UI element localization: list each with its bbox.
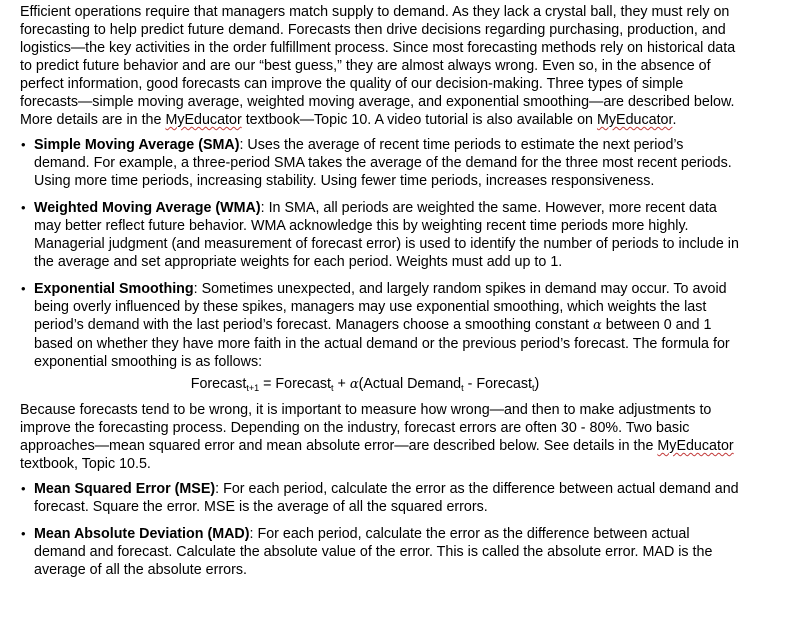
formula-actual-demand: (Actual Demand bbox=[358, 376, 462, 392]
myeducator-link-1[interactable]: MyEducator bbox=[165, 112, 242, 128]
myeducator-link-2[interactable]: MyEducator bbox=[596, 112, 673, 128]
mse-description: : For each period, calculate the error as the difference between actual demand and forecast. Square the error. MSE is the average of all the squared errors. bbox=[34, 481, 739, 515]
error-intro-paragraph bbox=[20, 401, 740, 473]
forecast-methods-list bbox=[20, 136, 740, 371]
sma-description: : Uses the average of recent time periods to estimate the next period’s demand. For example, a three-period SMA takes the average of the demand for the three most recent periods. Using more time periods, increasing stability. Using fewer time periods, increases responsiveness. bbox=[34, 137, 732, 189]
list-item-mad bbox=[20, 525, 740, 579]
intro-text-1: Efficient operations require that managers match supply to demand. As they lack a crystal ball, they must rely on forecasting to help predict future demand. Forecasts then drive decisions regarding purchasing, production, and logistics—the key activities in the order fulfillment process. Since most forecasting methods rely on historical data to predict future behavior and are our “best guess,” they are almost always wrong. Even so, in the absence of perfect information, good forecasts can improve the quality of our decision-making. Three types of simple forecasts—simple moving average, weighted moving average, and exponential smoothing—are described below. More details are in the bbox=[20, 4, 736, 128]
error-intro-text-2: textbook, Topic 10.5. bbox=[20, 456, 151, 472]
mse-term: Mean Squared Error (MSE) bbox=[34, 481, 216, 497]
formula-alpha: α bbox=[349, 377, 359, 392]
mad-term: Mean Absolute Deviation (MAD) bbox=[34, 526, 250, 542]
exp-smoothing-description-2: between 0 and 1 based on whether they have more faith in the actual demand or the previous period’s forecast. The formula for exponential smoothing is as follows: bbox=[34, 317, 730, 370]
formula-paren-close: ) bbox=[534, 376, 540, 392]
formula-minus: - Forecast bbox=[463, 376, 532, 392]
exp-smoothing-term: Exponential Smoothing bbox=[34, 281, 194, 297]
exponential-smoothing-formula bbox=[20, 375, 740, 394]
list-item-exponential-smoothing bbox=[20, 280, 740, 371]
formula-plus: + bbox=[333, 376, 350, 392]
list-item-wma bbox=[20, 199, 740, 271]
formula-t-sub-3: t bbox=[531, 383, 535, 393]
list-item-sma bbox=[20, 136, 740, 190]
intro-text-3: . bbox=[672, 112, 677, 128]
exp-smoothing-description: : Sometimes unexpected, and largely random spikes in demand may occur. To avoid being overly influenced by these spikes, managers may use exponential smoothing, which weights the last period’s demand with the last period’s forecast. Managers choose a smoothing constant bbox=[34, 281, 727, 333]
formula-lhs-sub: t+1 bbox=[246, 383, 260, 393]
formula-lhs: Forecast bbox=[190, 376, 247, 392]
alpha-symbol: α bbox=[592, 318, 602, 333]
error-intro-text-1: Because forecasts tend to be wrong, it is important to measure how wrong—and then to make adjustments to improve the forecasting process. Depending on the industry, forecast errors are often 30 - 80%. Two basic approaches—mean squared error and mean absolute error—are described below. See details in the bbox=[20, 402, 712, 454]
error-methods-list bbox=[20, 480, 740, 579]
formula-t-sub-2: t bbox=[461, 383, 464, 393]
intro-paragraph bbox=[20, 3, 740, 129]
intro-text-2: textbook—Topic 10. A video tutorial is also available on bbox=[241, 112, 597, 128]
sma-term: Simple Moving Average (SMA) bbox=[34, 137, 240, 153]
formula-equals: = Forecast bbox=[259, 376, 332, 392]
wma-term: Weighted Moving Average (WMA) bbox=[34, 200, 261, 216]
wma-description: : In SMA, all periods are weighted the same. However, more recent data may better reflect future behavior. WMA acknowledge this by weighting recent time periods more highly. Managerial judgment (and measurement of forecast error) is used to identify the number of periods to include in the average and set appropriate weights for each period. Weights must add up to 1. bbox=[34, 200, 739, 270]
list-item-mse bbox=[20, 480, 740, 516]
myeducator-link-3[interactable]: MyEducator bbox=[657, 438, 734, 454]
mad-description: : For each period, calculate the error as the difference between actual demand and forecast. Calculate the absolute value of the error. This is called the absolute error. MAD is the average of all the absolute errors. bbox=[34, 526, 713, 578]
formula-t-sub: t bbox=[331, 383, 334, 393]
